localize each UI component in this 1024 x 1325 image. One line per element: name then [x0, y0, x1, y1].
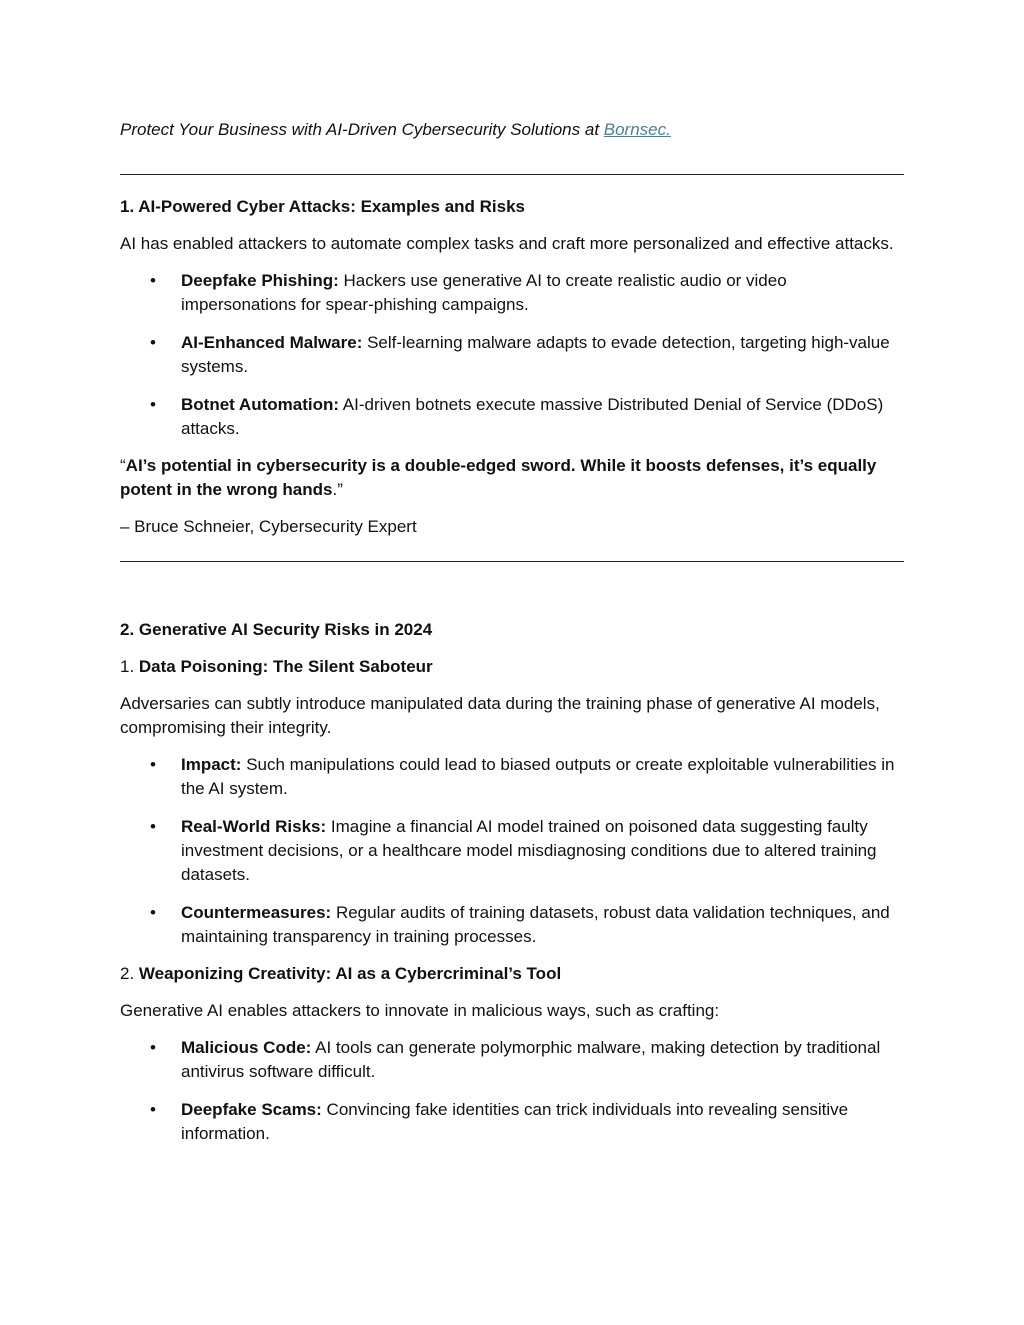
- item-term: Impact:: [181, 755, 242, 774]
- bullet-icon: •: [150, 1038, 156, 1057]
- subsection-title-text: Data Poisoning: The Silent Saboteur: [138, 657, 433, 676]
- promo-text: Protect Your Business with AI-Driven Cybersecurity Solutions at: [120, 120, 604, 139]
- list-item: [120, 815, 904, 887]
- quote-attribution: – Bruce Schneier, Cybersecurity Expert: [120, 517, 417, 536]
- quote-close: .”: [332, 480, 343, 499]
- section2-heading: 2. Generative AI Security Risks in 2024: [120, 620, 433, 639]
- divider-1: [120, 174, 904, 175]
- item-term: Deepfake Phishing:: [181, 271, 339, 290]
- subsection2-intro: Generative AI enables attackers to innovate in malicious ways, such as crafting:: [120, 1001, 720, 1020]
- section1-intro: AI has enabled attackers to automate complex tasks and craft more personalized and effective attacks.: [120, 234, 894, 253]
- item-text: Such manipulations could lead to biased outputs or create exploitable vulnerabilities in the AI system.: [181, 755, 895, 798]
- list-item: [120, 753, 904, 801]
- item-term: Botnet Automation:: [181, 395, 340, 414]
- section1-heading: 1. AI-Powered Cyber Attacks: Examples and Risks: [120, 197, 526, 216]
- list-item: [120, 269, 904, 317]
- section1-list: [120, 269, 904, 441]
- bullet-icon: •: [150, 755, 156, 774]
- item-text: AI tools can generate polymorphic malware, making detection by traditional antivirus software difficult.: [181, 1038, 881, 1081]
- subsection-number: 2.: [120, 964, 139, 983]
- item-text: Hackers use generative AI to create realistic audio or video impersonations for spear-phishing campaigns.: [181, 271, 787, 314]
- list-item: [120, 331, 904, 379]
- list-item: [120, 393, 904, 441]
- item-text: Regular audits of training datasets, robust data validation techniques, and maintaining transparency in training processes.: [181, 903, 890, 946]
- subsection2-list: [120, 1036, 904, 1146]
- item-term: Real-World Risks:: [181, 817, 327, 836]
- quote-open: “: [120, 456, 126, 475]
- item-text: Self-learning malware adapts to evade detection, targeting high-value systems.: [181, 333, 890, 376]
- bullet-icon: •: [150, 395, 156, 414]
- item-term: AI-Enhanced Malware:: [181, 333, 363, 352]
- subsection1-intro: Adversaries can subtly introduce manipulated data during the training phase of generative AI models, compromising their integrity.: [120, 694, 880, 737]
- list-item: [120, 901, 904, 949]
- item-text: AI-driven botnets execute massive Distributed Denial of Service (DDoS) attacks.: [181, 395, 884, 438]
- document-page: [120, 118, 904, 1146]
- subsection-number: 1.: [120, 657, 139, 676]
- bullet-icon: •: [150, 333, 156, 352]
- bullet-icon: •: [150, 903, 156, 922]
- bullet-icon: •: [150, 1100, 156, 1119]
- quote: [120, 454, 904, 502]
- item-term: Deepfake Scams:: [181, 1100, 322, 1119]
- bullet-icon: •: [150, 817, 156, 836]
- promo-line: [120, 118, 904, 142]
- subsection1-title: [120, 655, 904, 679]
- list-item: [120, 1098, 904, 1146]
- bornsec-link[interactable]: Bornsec.: [603, 120, 671, 139]
- divider-2: [120, 561, 904, 562]
- list-item: [120, 1036, 904, 1084]
- quote-text: AI’s potential in cybersecurity is a double-edged sword. While it boosts defenses, it’s equally potent in the wrong hands: [120, 456, 877, 499]
- item-text: Imagine a financial AI model trained on poisoned data suggesting faulty investment decisions, or a healthcare model misdiagnosing conditions due to altered training datasets.: [181, 817, 877, 884]
- item-text: Convincing fake identities can trick individuals into revealing sensitive information.: [181, 1100, 849, 1143]
- bullet-icon: •: [150, 271, 156, 290]
- item-term: Countermeasures:: [181, 903, 332, 922]
- subsection2-title: [120, 962, 904, 986]
- item-term: Malicious Code:: [181, 1038, 312, 1057]
- subsection1-list: [120, 753, 904, 949]
- subsection-title-text: Weaponizing Creativity: AI as a Cybercriminal’s Tool: [138, 964, 562, 983]
